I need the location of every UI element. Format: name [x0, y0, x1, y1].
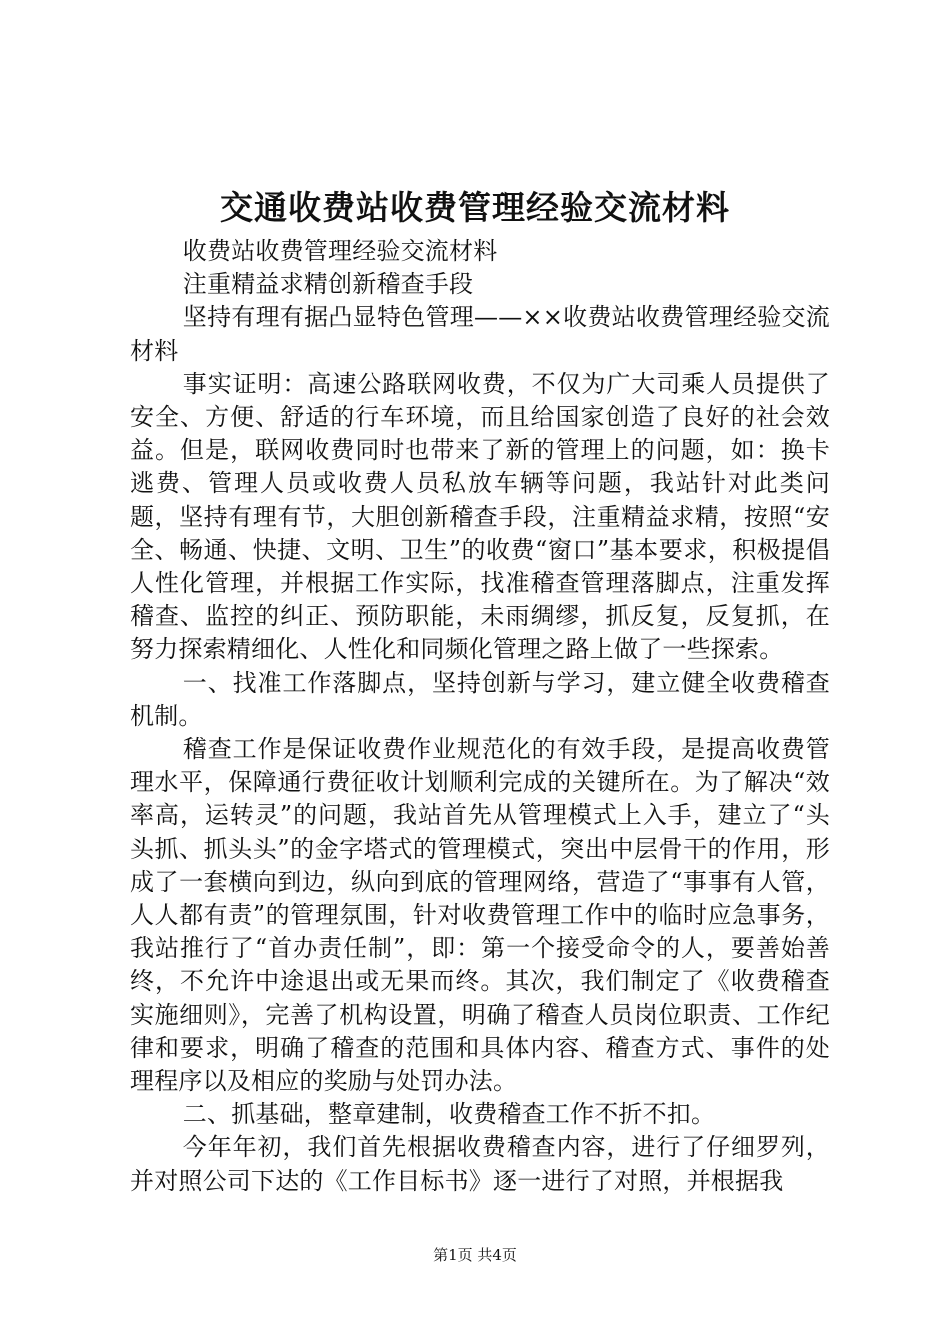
paragraph-section-1-heading: 一、找准工作落脚点，坚持创新与学习，建立健全收费稽查机制。: [130, 668, 830, 730]
paragraph-section-1-body: 稽查工作是保证收费作业规范化的有效手段，是提高收费管理水平，保障通行费征收计划顺利完成的关键所在。为了解决“效率高，运转灵”的问题，我站首先从管理模式上入手，建立了“头头抓、抓头头”的金字塔式的管理模式，突出中层骨干的作用，形成了一套横向到边，纵向到底的管理网络，营造了“事事有人管，人人都有责”的管理氛围，针对收费管理工作中的临时应急事务，我站推行了“首办责任制”，即：第一个接受命令的人，要善始善终，不允许中途退出或无果而终。其次，我们制定了《收费稽查实施细则》，完善了机构设置，明确了稽查人员岗位职责、工作纪律和要求，明确了稽查的范围和具体内容、稽查方式、事件的处理程序以及相应的奖励与处罚办法。: [130, 735, 830, 1096]
paragraph-section-2-heading: 二、抓基础，整章建制，收费稽查工作不折不扣。: [182, 1100, 716, 1129]
paragraph-section-2-body: 今年年初，我们首先根据收费稽查内容，进行了仔细罗列，并对照公司下达的《工作目标书》逐一进行了对照，并根据我: [130, 1133, 830, 1195]
document-title: 交通收费站收费管理经验交流材料: [220, 188, 730, 227]
paragraph-heading-2: 坚持有理有据凸显特色管理——××收费站收费管理经验交流材料: [130, 303, 830, 365]
paragraph-subtitle: 收费站收费管理经验交流材料: [182, 237, 498, 265]
paragraph-intro: 事实证明：高速公路联网收费，不仅为广大司乘人员提供了安全、方便、舒适的行车环境，而且给国家创造了良好的社会效益。但是，联网收费同时也带来了新的管理上的问题，如：换卡逃费、管理人员或收费人员私放车辆等问题，我站针对此类问题，坚持有理有节，大胆创新稽查手段，注重精益求精，按照“安全、畅通、快捷、文明、卫生”的收费“窗口”基本要求，积极提倡人性化管理，并根据工作实际，找准稽查管理落脚点，注重发挥稽查、监控的纠正、预防职能，未雨绸缪，抓反复，反复抓，在努力探索精细化、人性化和同频化管理之路上做了一些探索。: [130, 369, 830, 664]
page-footer: 第1页 共4页: [433, 1246, 517, 1264]
document-body: [130, 235, 830, 1198]
paragraph-heading-1: 注重精益求精创新稽查手段: [182, 270, 474, 299]
